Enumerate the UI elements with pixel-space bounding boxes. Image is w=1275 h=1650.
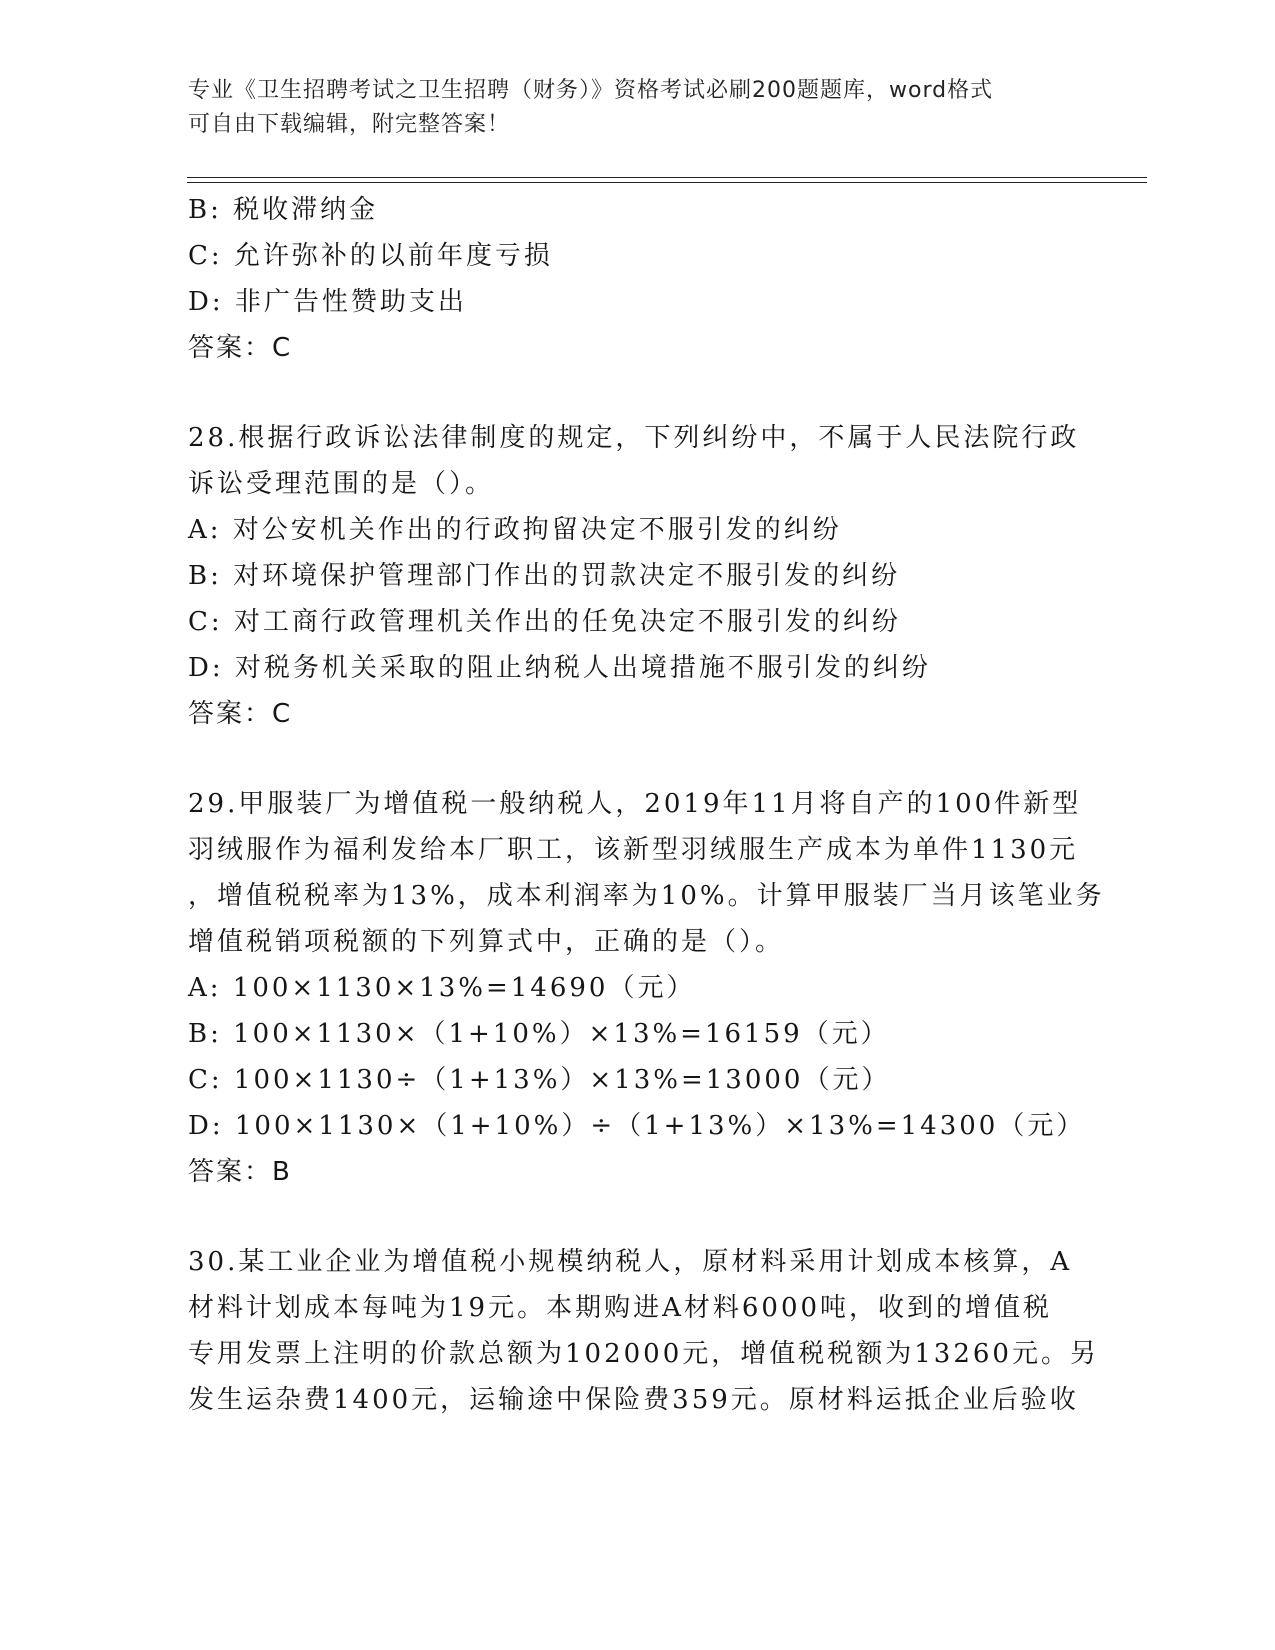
q30-stem-line-4: 发生运杂费1400元，运输途中保险费359元。原材料运抵企业后验收 [188, 1385, 1079, 1415]
q29-stem-line-3: ，增值税税率为13%，成本利润率为10%。计算甲服装厂当月该笔业务 [188, 881, 1105, 911]
question-27-remainder [188, 187, 1088, 371]
q29-stem-line-1: 29.甲服装厂为增值税一般纳税人，2019年11月将自产的100件新型 [188, 789, 1082, 819]
spacer [188, 1195, 1088, 1239]
q29-answer: 答案：B [188, 1157, 292, 1187]
header-rule-top [187, 177, 1147, 178]
q28-option-a: A: 对公安机关作出的行政拘留决定不服引发的纠纷 [188, 515, 842, 545]
q27-option-b: B: 税收滞纳金 [188, 195, 379, 225]
q29-stem-line-4: 增值税销项税额的下列算式中，正确的是（）。 [188, 927, 785, 957]
q29-option-c: C: 100×1130÷（1+13%）×13%=13000（元） [188, 1065, 891, 1095]
q30-stem-line-1: 30.某工业企业为增值税小规模纳税人，原材料采用计划成本核算，A [188, 1247, 1073, 1277]
spacer [188, 737, 1088, 781]
document-header [188, 74, 1068, 142]
header-line-1: 专业《卫生招聘考试之卫生招聘（财务）》资格考试必刷200题题库，word格式 [188, 78, 994, 103]
q28-option-d: D: 对税务机关采取的阻止纳税人出境措施不服引发的纠纷 [188, 653, 931, 683]
q30-stem-line-3: 专用发票上注明的价款总额为102000元，增值税税额为13260元。另 [188, 1339, 1099, 1369]
q28-option-c: C: 对工商行政管理机关作出的任免决定不服引发的纠纷 [188, 607, 901, 637]
q30-stem-line-2: 材料计划成本每吨为19元。本期购进A材料6000吨，收到的增值税 [188, 1293, 1053, 1323]
question-28 [188, 415, 1088, 737]
q27-option-c: C: 允许弥补的以前年度亏损 [188, 241, 553, 271]
q28-option-b: B: 对环境保护管理部门作出的罚款决定不服引发的纠纷 [188, 561, 901, 591]
q29-option-d: D: 100×1130×（1+10%）÷（1+13%）×13%=14300（元） [188, 1111, 1086, 1141]
header-rule-bottom [187, 182, 1147, 183]
header-line-2: 可自由下载编辑，附完整答案！ [188, 112, 511, 137]
q29-option-a: A: 100×1130×13%=14690（元） [188, 973, 696, 1003]
q29-stem-line-2: 羽绒服作为福利发给本厂职工，该新型羽绒服生产成本为单件1130元 [188, 835, 1079, 865]
q27-option-d: D: 非广告性赞助支出 [188, 287, 467, 317]
question-29 [188, 781, 1105, 1195]
q27-answer: 答案：C [188, 333, 293, 363]
question-30 [188, 1239, 1099, 1423]
spacer [188, 371, 1088, 415]
q28-answer: 答案：C [188, 699, 293, 729]
q29-option-b: B: 100×1130×（1+10%）×13%=16159（元） [188, 1019, 890, 1049]
q28-stem-line-1: 28.根据行政诉讼法律制度的规定，下列纠纷中，不属于人民法院行政 [188, 423, 1080, 453]
q28-stem-line-2: 诉讼受理范围的是（）。 [188, 469, 495, 499]
question-content [188, 187, 1105, 1423]
